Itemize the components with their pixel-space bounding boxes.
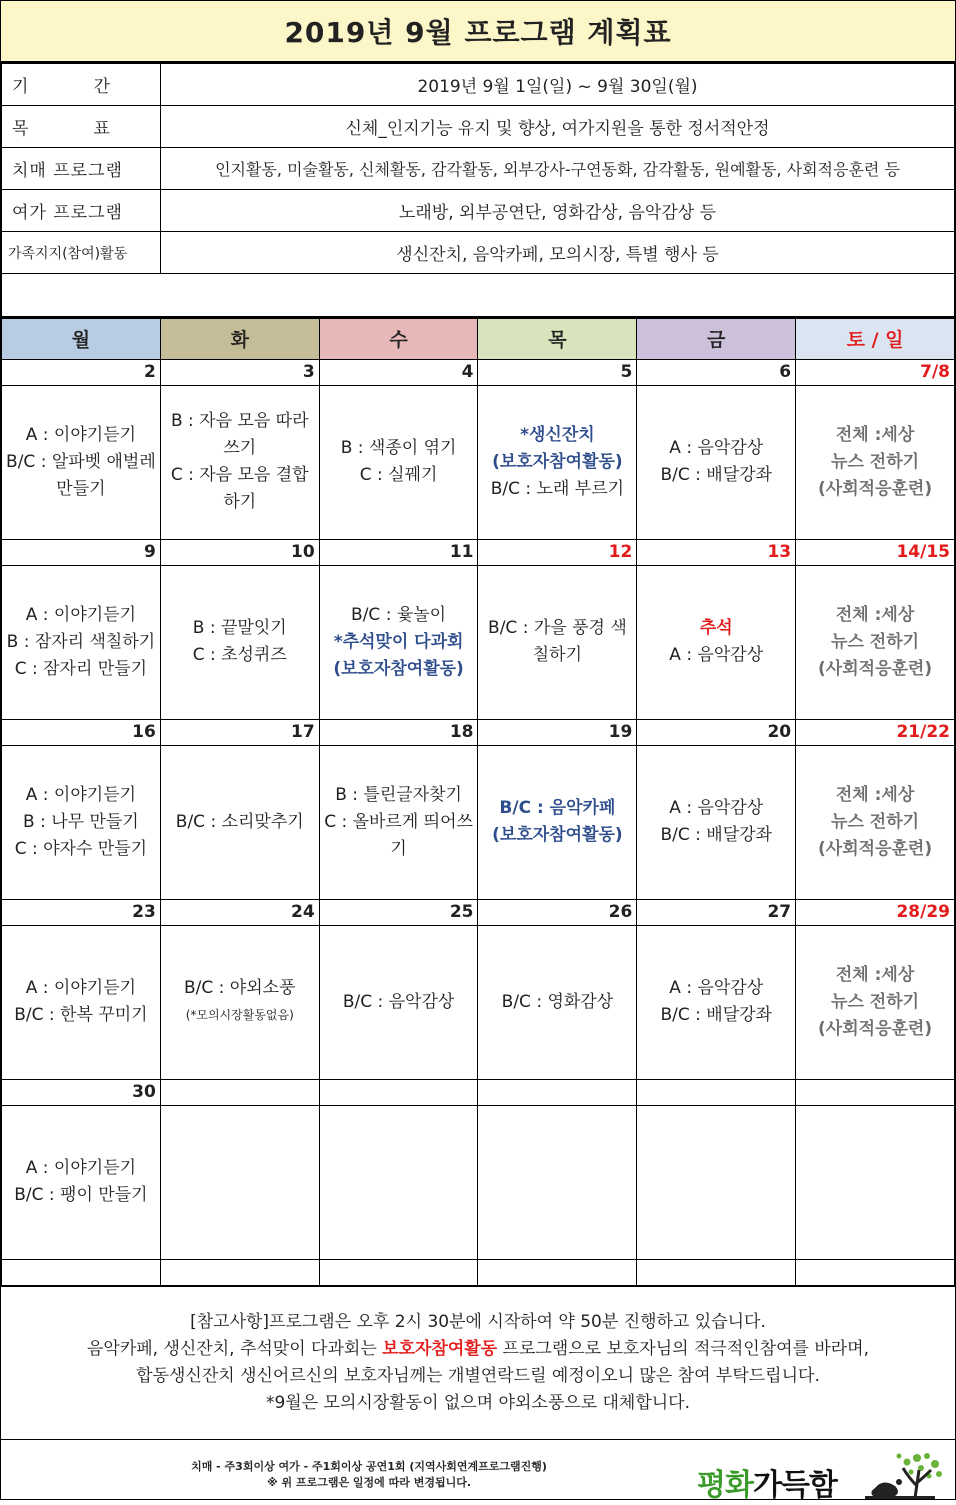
empty-cell	[319, 1259, 478, 1285]
activity-line: 뉴스 전하기	[831, 451, 920, 472]
calendar-table	[1, 317, 955, 1286]
activity-line: 추석	[699, 618, 733, 638]
filler-row	[2, 1259, 955, 1285]
info-table	[1, 63, 955, 317]
week-dates-row	[2, 719, 955, 745]
activity-line: B/C : 가을 풍경 색칠하기	[488, 618, 627, 665]
day-cell	[478, 745, 637, 899]
empty-cell	[2, 1259, 161, 1285]
date-number: 16	[2, 719, 161, 745]
activity-line: A : 음악감상	[669, 978, 764, 998]
note-text: 음악카페, 생신잔치, 추석맞이 다과회는	[86, 1338, 383, 1359]
activity-line: B/C : 음악카페	[499, 798, 616, 818]
activity-line: (보호자참여활동)	[333, 658, 464, 679]
info-value: 인지활동, 미술활동, 신체활동, 감각활동, 외부강사-구연동화, 감각활동, 원예활동, 사회적응훈련 등	[161, 148, 955, 190]
day-cell	[796, 1105, 955, 1259]
day-cell	[160, 925, 319, 1079]
logo	[695, 1448, 945, 1502]
activity-line: 전체 :세상	[835, 784, 915, 805]
activity-line: B/C : 노래 부르기	[490, 478, 625, 499]
activity-line: (보호자참여활동)	[492, 451, 623, 472]
date-number: 17	[160, 719, 319, 745]
day-cell	[319, 385, 478, 539]
activity-line: 전체 :세상	[835, 424, 915, 445]
info-row-family	[2, 232, 955, 274]
day-cell	[319, 745, 478, 899]
day-cell	[637, 565, 796, 719]
logo-text-green: 평화	[697, 1467, 753, 1503]
info-label: 목 표	[2, 106, 161, 148]
date-number	[796, 1079, 955, 1105]
activity-line: A : 음악감상	[669, 798, 764, 818]
date-number: 2	[2, 359, 161, 385]
activity-line: A : 이야기듣기	[25, 1158, 137, 1178]
date-number: 30	[2, 1079, 161, 1105]
activity-line: A : 이야기듣기	[25, 604, 137, 625]
day-cell	[319, 1105, 478, 1259]
week-dates-row	[2, 539, 955, 565]
date-number: 3	[160, 359, 319, 385]
day-cell	[2, 745, 161, 899]
info-label: 기 간	[2, 64, 161, 106]
info-row-leisure	[2, 190, 955, 232]
footer	[1, 1439, 955, 1505]
activity-line: B : 나무 만들기	[23, 811, 139, 832]
activity-line: (사회적응훈련)	[818, 478, 933, 499]
notes-section	[1, 1286, 955, 1439]
day-header-3: 수	[319, 318, 478, 359]
activity-line: B/C : 영화감상	[501, 991, 614, 1012]
activity-line: B/C : 한복 꾸미기	[14, 1005, 148, 1025]
day-cell	[2, 565, 161, 719]
week-activities-row	[2, 565, 955, 719]
day-cell	[478, 925, 637, 1079]
activity-line: 뉴스 전하기	[831, 631, 920, 652]
activity-line: B/C : 배달강좌	[660, 465, 772, 485]
footer-frequency: 치매 - 주3회이상 여가 - 주1회이상 공연1회 (지역사회연계프로그램진행)	[191, 1459, 547, 1473]
footer-disclaimer: ※ 위 프로그램은 일정에 따라 변경됩니다.	[266, 1475, 472, 1489]
date-number	[637, 1079, 796, 1105]
activity-line: C : 잠자리 만들기	[14, 658, 148, 679]
day-cell	[796, 565, 955, 719]
date-number: 13	[637, 539, 796, 565]
date-number: 7/8	[796, 359, 955, 385]
day-cell	[319, 925, 478, 1079]
day-header-2: 화	[160, 318, 319, 359]
date-number: 23	[2, 899, 161, 925]
date-number: 6	[637, 359, 796, 385]
day-header-row	[2, 318, 955, 359]
day-header-6: 토 / 일	[796, 318, 955, 359]
empty-cell	[160, 1259, 319, 1285]
day-cell	[160, 1105, 319, 1259]
activity-line: B/C : 배달강좌	[660, 825, 772, 845]
tree-icon	[855, 1448, 945, 1502]
activity-line: B/C : 음악감상	[342, 991, 455, 1012]
day-cell	[2, 1105, 161, 1259]
day-cell	[637, 745, 796, 899]
day-cell	[478, 1105, 637, 1259]
day-cell	[2, 385, 161, 539]
week-activities-row	[2, 925, 955, 1079]
day-cell	[637, 385, 796, 539]
activity-line: 전체 :세상	[835, 964, 915, 985]
week-dates-row	[2, 1079, 955, 1105]
activity-line: C : 실꿰기	[359, 465, 438, 485]
info-value: 생신잔치, 음악카페, 모의시장, 특별 행사 등	[161, 232, 955, 274]
note-line	[1, 1336, 955, 1363]
week-activities-row	[2, 1105, 955, 1259]
activity-line: (사회적응훈련)	[818, 1018, 933, 1039]
week-activities-row	[2, 385, 955, 539]
day-cell	[796, 925, 955, 1079]
date-number: 4	[319, 359, 478, 385]
activity-line: B : 잠자리 색칠하기	[6, 631, 156, 652]
activity-line: B : 자음 모음 따라 쓰기	[170, 411, 309, 458]
info-label: 가족지지(참여)활동	[2, 232, 161, 274]
activity-line: (사회적응훈련)	[818, 838, 933, 859]
date-number: 11	[319, 539, 478, 565]
info-row-period	[2, 64, 955, 106]
activity-line: A : 음악감상	[669, 645, 764, 665]
logo-text-black: 가득함	[752, 1467, 837, 1503]
activity-line: 뉴스 전하기	[831, 811, 920, 832]
date-number: 5	[478, 359, 637, 385]
date-number	[160, 1079, 319, 1105]
info-label: 여가 프로그램	[2, 190, 161, 232]
activity-line: B : 끝말잇기	[192, 618, 287, 638]
activity-line: C : 초성퀴즈	[192, 645, 287, 665]
day-cell	[637, 925, 796, 1079]
day-cell	[160, 565, 319, 719]
activity-line: B/C : 배달강좌	[660, 1005, 772, 1025]
activity-line: B : 틀린글자찾기	[335, 784, 462, 805]
activity-line: C : 자음 모음 결합하기	[170, 465, 309, 512]
activity-line: *추석맞이 다과회	[333, 631, 464, 652]
activity-line: B : 색종이 엮기	[340, 438, 457, 458]
info-row-blank	[2, 274, 955, 317]
activity-line: A : 이야기듣기	[25, 978, 137, 998]
day-cell	[2, 925, 161, 1079]
date-number: 20	[637, 719, 796, 745]
date-number: 12	[478, 539, 637, 565]
day-header-1: 월	[2, 318, 161, 359]
date-number: 28/29	[796, 899, 955, 925]
activity-line: 뉴스 전하기	[831, 991, 920, 1012]
date-number	[478, 1079, 637, 1105]
activity-line: A : 음악감상	[669, 438, 764, 458]
day-cell	[637, 1105, 796, 1259]
info-value: 노래방, 외부공연단, 영화감상, 음악감상 등	[161, 190, 955, 232]
note-line: [참고사항]프로그램은 오후 2시 30분에 시작하여 약 50분 진행하고 있습니다.	[190, 1311, 766, 1332]
activity-line: A : 이야기듣기	[25, 424, 137, 445]
date-number: 19	[478, 719, 637, 745]
activity-line: C : 올바르게 띄어쓰기	[324, 811, 473, 859]
day-header-5: 금	[637, 318, 796, 359]
activity-line: (사회적응훈련)	[818, 658, 933, 679]
note-line: 합동생신잔치 생신어르신의 보호자님께는 개별연락드릴 예정이오니 많은 참여 부탁드립니다.	[136, 1365, 820, 1386]
day-header-4: 목	[478, 318, 637, 359]
day-cell	[796, 385, 955, 539]
date-number: 10	[160, 539, 319, 565]
activity-line: A : 이야기듣기	[25, 784, 137, 805]
day-cell	[319, 565, 478, 719]
page-title: 2019년 9월 프로그램 계획표	[1, 1, 955, 63]
date-number: 14/15	[796, 539, 955, 565]
note-text: 프로그램으로 보호자님의 적극적인참여를 바라며,	[497, 1338, 870, 1359]
info-row-dementia	[2, 148, 955, 190]
empty-cell	[478, 1259, 637, 1285]
date-number: 26	[478, 899, 637, 925]
activity-line: (*모의시장활동없음)	[185, 1008, 294, 1022]
activity-line: B/C : 야외소풍	[184, 978, 296, 998]
info-label: 치매 프로그램	[2, 148, 161, 190]
activity-line: (보호자참여활동)	[492, 825, 623, 845]
activity-line: B/C : 팽이 만들기	[14, 1185, 148, 1205]
empty-cell	[637, 1259, 796, 1285]
activity-line: *생신잔치	[520, 424, 595, 445]
date-number: 18	[319, 719, 478, 745]
day-cell	[478, 565, 637, 719]
activity-line: C : 야자수 만들기	[14, 838, 148, 859]
date-number: 25	[319, 899, 478, 925]
info-value: 2019년 9월 1일(일) ~ 9월 30일(월)	[161, 64, 955, 106]
day-cell	[160, 745, 319, 899]
activity-line: B/C : 윷놀이	[351, 604, 447, 625]
empty-cell	[796, 1259, 955, 1285]
day-cell	[160, 385, 319, 539]
date-number: 27	[637, 899, 796, 925]
date-number: 9	[2, 539, 161, 565]
date-number: 21/22	[796, 719, 955, 745]
info-row-goal	[2, 106, 955, 148]
activity-line: B/C : 알파벳 애벌레 만들기	[6, 451, 156, 499]
week-dates-row	[2, 359, 955, 385]
note-highlight: 보호자참여활동	[382, 1338, 498, 1359]
date-number	[319, 1079, 478, 1105]
day-cell	[796, 745, 955, 899]
date-number: 24	[160, 899, 319, 925]
week-activities-row	[2, 745, 955, 899]
activity-line: 전체 :세상	[835, 604, 915, 625]
day-cell	[478, 385, 637, 539]
week-dates-row	[2, 899, 955, 925]
note-line: *9월은 모의시장활동이 없으며 야외소풍으로 대체합니다.	[265, 1392, 691, 1413]
info-value: 신체_인지기능 유지 및 향상, 여가지원을 통한 정서적안정	[161, 106, 955, 148]
activity-line: B/C : 소리맞추기	[175, 811, 304, 832]
